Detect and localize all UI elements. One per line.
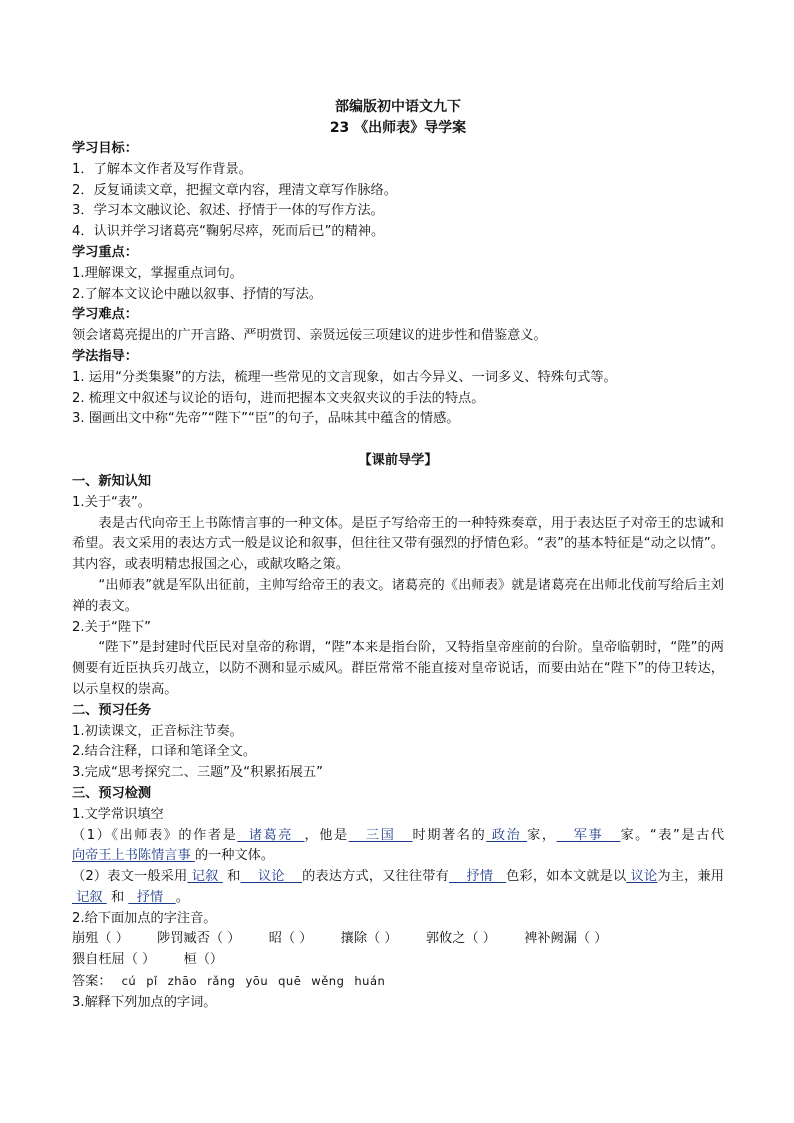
objectives-heading: 学习目标： (72, 141, 138, 156)
method-item: 3. 圈画出文中称“先帝”“陛下”“臣”的句子，品味其中蕴含的情感。 (72, 411, 460, 427)
section1-sub2: 2.关于“陛下” (72, 619, 151, 635)
answer-blank: 抒情 (448, 869, 507, 885)
answer-blank: 议论 (240, 869, 303, 885)
keypoint-item: 1.理解课文，掌握重点词句。 (72, 265, 243, 281)
char-item: 裨补阙漏（ ） (524, 931, 608, 947)
section2-heading: 二、预习任务 (72, 702, 152, 718)
objective-item: 4．认识并学习诸葛亮“鞠躬尽瘁，死而后已”的精神。 (72, 224, 385, 240)
section1-heading: 一、新知认知 (72, 473, 152, 489)
answer-blank: 三国 (348, 827, 413, 843)
section3-sub1: 1.文学常识填空 (72, 806, 164, 822)
method-item: 1. 运用“分类集聚”的方法，梳理一些常见的文言现象，如古今异义、一词多义、特殊句式等。 (72, 369, 617, 385)
objective-item: 1．了解本文作者及写作背景。 (72, 161, 252, 177)
pinyin-row-1 (72, 929, 724, 950)
pinyin-answer: yōu (245, 974, 269, 989)
difficulties-heading: 学习难点： (72, 307, 138, 323)
section3-sub3: 3.解释下列加点的字词。 (72, 994, 217, 1010)
char-item: 猥自枉屈（ ） (72, 952, 156, 968)
answer-line (72, 971, 724, 993)
answer-blank: 政治 (486, 827, 528, 843)
pinyin-answer: huán (354, 974, 386, 989)
biao-paragraph: 表是古代向帝王上书陈情言事的一种文体。是臣子写给帝王的一种特殊奏章，用于表达臣子对帝王的忠诚和希望。表文采用的表达方式一般是议论和叙事，但往往又带有强烈的抒情色彩。“表”的基本特征是“动之以情”。其内容，或表明精忠报国之心，或献攻略之策。 (72, 515, 724, 573)
char-item: 桓（） (183, 952, 224, 968)
char-item: 崩殂（ ） (72, 931, 129, 947)
objective-item: 2．反复诵读文章，把握文章内容，理清文章写作脉络。 (72, 182, 397, 198)
fill-question-1: （1）《出师表》的作者是 诸葛亮 ，他是 三国 时期著名的 政治 家， 军事 家。“表”是古代向帝王上书陈情言事 的一种文体。 (72, 827, 725, 864)
objective-item: 3．学习本文融议论、叙述、抒情于一体的写作方法。 (72, 203, 384, 219)
answer-blank: 抒情 (128, 889, 176, 905)
answer-blank: 诸葛亮 (237, 827, 305, 843)
section1-sub1: 1.关于“表”。 (72, 494, 151, 510)
answer-blank: 议论 (626, 869, 658, 885)
answer-blank: 记叙 (187, 869, 223, 885)
task-item: 3.完成“思考探究二、三题”及“积累拓展五” (72, 765, 323, 781)
answer-blank: 军事 (556, 827, 621, 843)
pinyin-answer: cú (121, 974, 137, 989)
pinyin-answer: quē (278, 974, 302, 989)
lesson-title: 23 《出师表》导学案 (329, 120, 467, 136)
bixia-paragraph: “陛下”是封建时代臣民对皇帝的称谓，“陛”本来是指台阶，又特指皇帝座前的台阶。皇帝临朝时，“陛”的两侧要有近臣执兵刃战立，以防不测和显示威风。群臣常常不能直接对皇帝说话，而要由站在“陛下”的侍卫转达，以示皇权的崇高。 (72, 640, 724, 697)
task-item: 1.初读课文，正音标注节奏。 (72, 723, 243, 739)
pinyin-answer: rǎng (207, 974, 236, 989)
answer-blank: 向帝王上书陈情言事 (72, 848, 195, 864)
char-item: 陟罚臧否（ ） (157, 931, 241, 947)
difficulties-text: 领会诸葛亮提出的广开言路、严明赏罚、亲贤远佞三项建议的进步性和借鉴意义。 (72, 328, 547, 344)
methods-heading: 学法指导： (72, 348, 138, 364)
pinyin-row-2 (72, 950, 724, 971)
keypoints-heading: 学习重点： (72, 244, 138, 260)
keypoint-item: 2.了解本文议论中融以叙事、抒情的写法。 (72, 286, 322, 302)
answer-label: 答案： (72, 974, 112, 990)
chushibiao-paragraph: “出师表”就是军队出征前，主帅写给帝王的表文。诸葛亮的《出师表》就是诸葛亮在出师北伐前写给后主刘禅的表文。 (72, 577, 724, 614)
pinyin-answer: wěng (311, 974, 345, 989)
section3-heading: 三、预习检测 (72, 785, 152, 801)
char-item: 攘除（ ） (340, 931, 398, 947)
method-item: 2. 梳理文中叙述与议论的语句，进而把握本文夹叙夹议的手法的特点。 (72, 390, 485, 406)
pinyin-answer: pǐ (146, 974, 158, 989)
document-title: 部编版初中语文九下 (335, 99, 461, 115)
fill-question-2: （2）表文一般采用 记叙 和 议论 的表达方式，又往往带有 抒情 色彩，如本文就是以 议论为主，兼用 记叙 和 抒情 。 (72, 869, 724, 905)
preclass-heading: 【课前导学】 (358, 453, 438, 469)
char-item: 昭（ ） (268, 931, 313, 947)
task-item: 2.结合注释，口译和笔译全文。 (72, 744, 257, 760)
answer-blank: 记叙 (72, 889, 107, 905)
char-item: 郭攸之（ ） (425, 931, 496, 947)
document-content (72, 97, 724, 1014)
pinyin-answer: zhāo (167, 974, 198, 989)
section3-sub2: 2.给下面加点的字注音。 (72, 910, 217, 926)
